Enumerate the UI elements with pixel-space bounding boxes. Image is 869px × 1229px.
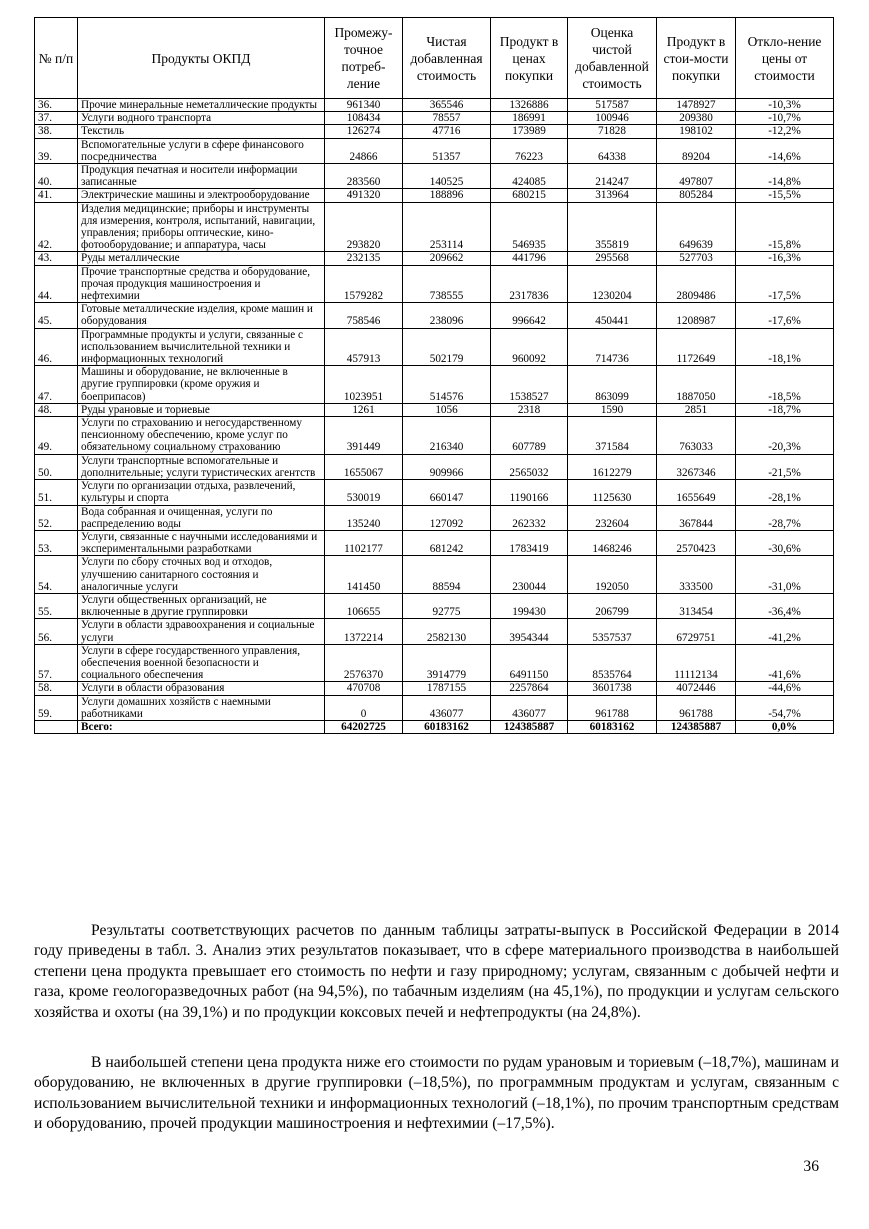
table-row [35,189,834,202]
cell-net-value-added: 514576 [403,366,491,404]
table-row [35,682,834,695]
cell-net-value-estimate: 517587 [568,99,657,112]
table-row [35,695,834,720]
row-number: 38. [35,125,78,138]
product-name: Услуги водного транспорта [78,112,325,125]
cell-price-deviation: -30,6% [736,530,834,555]
cell-purchase-value: 209380 [657,112,736,125]
cell-purchase-value: 763033 [657,417,736,455]
cell-intermediate-consumption: 457913 [325,328,403,366]
product-name: Вода собранная и очищенная, услуги по распределению воды [78,505,325,530]
product-name: Программные продукты и услуги, связанные с использованием вычислительной техники и информационных технологий [78,328,325,366]
product-name: Услуги транспортные вспомогательные и дополнительные; услуги туристических агентств [78,454,325,479]
cell-purchase-price: 3954344 [491,619,568,644]
cell-net-value-added: 78557 [403,112,491,125]
cell-net-value-added: 253114 [403,202,491,252]
cell-net-value-added: 92775 [403,593,491,618]
cell-intermediate-consumption: 2576370 [325,644,403,682]
cell-purchase-price: 2318 [491,403,568,416]
cell-purchase-price: 436077 [491,695,568,720]
row-number: 40. [35,164,78,189]
cell-purchase-price: 1538527 [491,366,568,404]
row-number: 37. [35,112,78,125]
cell-net-value-added: 909966 [403,454,491,479]
table-header-row [35,18,834,99]
cell-purchase-value: 961788 [657,695,736,720]
cell-intermediate-consumption: 1102177 [325,530,403,555]
cell-net-value-estimate: 192050 [568,556,657,594]
table-row [35,112,834,125]
cell-purchase-value: 11112134 [657,644,736,682]
cell-price-deviation: -14,6% [736,138,834,163]
body-paragraph-2: В наибольшей степени цена продукта ниже его стоимости по рудам урановым и ториевым (–18,7%), машинам и оборудованию, не включенных в другие группировки (–18,5%), по программным продуктам и услугам, связанным с использованием вычислительной техники и информационных технологий (–18,1%), по прочим транспортным средствам и оборудованию, прочей продукции машиностроения и нефтехимии (–17,5%). [34,1054,839,1133]
cell-price-deviation: -10,7% [736,112,834,125]
cell-purchase-price: 173989 [491,125,568,138]
cell-purchase-price: 996642 [491,303,568,328]
table-row [35,593,834,618]
header-net-value-estimate: Оценка чистой добавленной стоимость [568,18,657,99]
cell-price-deviation: -18,7% [736,403,834,416]
row-number [35,720,78,733]
cell-purchase-price: 124385887 [491,720,568,733]
table-total-row [35,720,834,733]
cell-intermediate-consumption: 293820 [325,202,403,252]
cell-purchase-value: 1208987 [657,303,736,328]
cell-net-value-added: 209662 [403,252,491,265]
table-row [35,252,834,265]
cell-purchase-price: 2257864 [491,682,568,695]
product-name: Услуги по страхованию и негосударственному пенсионному обеспечению, кроме услуг по обязательному социальному страхованию [78,417,325,455]
cell-intermediate-consumption: 391449 [325,417,403,455]
cell-purchase-price: 6491150 [491,644,568,682]
row-number: 56. [35,619,78,644]
cell-purchase-price: 2565032 [491,454,568,479]
cell-price-deviation: -15,8% [736,202,834,252]
cell-purchase-value: 1655649 [657,480,736,505]
product-name: Прочие транспортные средства и оборудование, прочая продукция машиностроения и нефтехимии [78,265,325,303]
row-number: 53. [35,530,78,555]
cell-net-value-estimate: 295568 [568,252,657,265]
cell-net-value-estimate: 8535764 [568,644,657,682]
cell-net-value-estimate: 206799 [568,593,657,618]
cell-purchase-value: 313454 [657,593,736,618]
cell-net-value-added: 60183162 [403,720,491,733]
cell-intermediate-consumption: 106655 [325,593,403,618]
product-name: Руды металлические [78,252,325,265]
cell-price-deviation: -28,1% [736,480,834,505]
product-name: Услуги в области образования [78,682,325,695]
cell-purchase-value: 333500 [657,556,736,594]
row-number: 41. [35,189,78,202]
cell-purchase-value: 1172649 [657,328,736,366]
cell-net-value-added: 681242 [403,530,491,555]
cell-net-value-added: 127092 [403,505,491,530]
cell-intermediate-consumption: 491320 [325,189,403,202]
row-number: 54. [35,556,78,594]
cell-net-value-estimate: 1125630 [568,480,657,505]
cell-price-deviation: -44,6% [736,682,834,695]
cell-price-deviation: -18,5% [736,366,834,404]
product-name: Услуги домашних хозяйств с наемными работниками [78,695,325,720]
row-number: 58. [35,682,78,695]
cell-net-value-estimate: 1230204 [568,265,657,303]
cell-price-deviation: -14,8% [736,164,834,189]
product-name: Машины и оборудование, не включенные в другие группировки (кроме оружия и боеприпасов) [78,366,325,404]
product-name: Услуги по сбору сточных вод и отходов, улучшению санитарного состояния и аналогичные услуги [78,556,325,594]
cell-intermediate-consumption: 961340 [325,99,403,112]
table-row [35,454,834,479]
cell-net-value-estimate: 371584 [568,417,657,455]
cell-price-deviation: -36,4% [736,593,834,618]
cell-net-value-estimate: 1612279 [568,454,657,479]
cell-purchase-value: 198102 [657,125,736,138]
header-purchase-price: Продукт в ценах покупки [491,18,568,99]
cell-net-value-added: 660147 [403,480,491,505]
cell-purchase-value: 2570423 [657,530,736,555]
table-row [35,366,834,404]
cell-price-deviation: -28,7% [736,505,834,530]
cell-net-value-estimate: 450441 [568,303,657,328]
table-row [35,138,834,163]
cell-price-deviation: -21,5% [736,454,834,479]
cell-purchase-value: 2851 [657,403,736,416]
row-number: 55. [35,593,78,618]
cell-price-deviation: -41,2% [736,619,834,644]
cell-net-value-added: 51357 [403,138,491,163]
cell-purchase-price: 199430 [491,593,568,618]
cell-purchase-price: 1783419 [491,530,568,555]
page-number: 36 [803,1158,819,1175]
cell-net-value-estimate: 214247 [568,164,657,189]
product-name: Услуги, связанные с научными исследованиями и экспериментальными разработками [78,530,325,555]
cell-net-value-estimate: 64338 [568,138,657,163]
product-name: Электрические машины и электрооборудование [78,189,325,202]
cell-net-value-added: 365546 [403,99,491,112]
cell-net-value-added: 188896 [403,189,491,202]
cell-net-value-added: 502179 [403,328,491,366]
table-row [35,530,834,555]
cell-intermediate-consumption: 232135 [325,252,403,265]
table-row [35,556,834,594]
cell-price-deviation: 0,0% [736,720,834,733]
row-number: 50. [35,454,78,479]
row-number: 59. [35,695,78,720]
cell-intermediate-consumption: 64202725 [325,720,403,733]
cell-net-value-added: 47716 [403,125,491,138]
cell-net-value-estimate: 3601738 [568,682,657,695]
cell-net-value-estimate: 100946 [568,112,657,125]
cell-net-value-estimate: 232604 [568,505,657,530]
row-number: 36. [35,99,78,112]
product-name: Готовые металлические изделия, кроме машин и оборудования [78,303,325,328]
cell-intermediate-consumption: 24866 [325,138,403,163]
table-row [35,164,834,189]
cell-price-deviation: -31,0% [736,556,834,594]
cell-net-value-added: 436077 [403,695,491,720]
cell-purchase-price: 960092 [491,328,568,366]
cell-purchase-price: 230044 [491,556,568,594]
table-row [35,403,834,416]
row-number: 46. [35,328,78,366]
row-number: 47. [35,366,78,404]
cell-purchase-price: 76223 [491,138,568,163]
product-name: Продукция печатная и носители информации записанные [78,164,325,189]
table-row [35,505,834,530]
cell-purchase-value: 4072446 [657,682,736,695]
product-name: Услуги по организации отдыха, развлечений, культуры и спорта [78,480,325,505]
table-row [35,619,834,644]
cell-net-value-added: 1787155 [403,682,491,695]
cell-purchase-value: 649639 [657,202,736,252]
cell-purchase-value: 2809486 [657,265,736,303]
product-name: Всего: [78,720,325,733]
cell-purchase-price: 262332 [491,505,568,530]
cell-purchase-value: 6729751 [657,619,736,644]
table-row [35,328,834,366]
cell-net-value-added: 140525 [403,164,491,189]
cell-net-value-estimate: 961788 [568,695,657,720]
product-name: Вспомогательные услуги в сфере финансового посредничества [78,138,325,163]
cell-intermediate-consumption: 126274 [325,125,403,138]
table-row [35,303,834,328]
cell-net-value-estimate: 863099 [568,366,657,404]
cell-purchase-price: 2317836 [491,265,568,303]
cell-price-deviation: -18,1% [736,328,834,366]
table-row [35,644,834,682]
product-name: Услуги в сфере государственного управления, обеспечения военной безопасности и социального обеспечения [78,644,325,682]
cell-purchase-value: 89204 [657,138,736,163]
cell-net-value-added: 88594 [403,556,491,594]
cell-purchase-value: 1478927 [657,99,736,112]
product-name: Руды урановые и ториевые [78,403,325,416]
cell-intermediate-consumption: 470708 [325,682,403,695]
cell-price-deviation: -17,6% [736,303,834,328]
row-number: 51. [35,480,78,505]
cell-net-value-estimate: 1468246 [568,530,657,555]
cell-price-deviation: -20,3% [736,417,834,455]
cell-purchase-price: 441796 [491,252,568,265]
cell-intermediate-consumption: 135240 [325,505,403,530]
cell-purchase-value: 367844 [657,505,736,530]
header-price-deviation: Откло-нение цены от стоимости [736,18,834,99]
cell-net-value-estimate: 313964 [568,189,657,202]
cell-net-value-estimate: 71828 [568,125,657,138]
cell-intermediate-consumption: 758546 [325,303,403,328]
cell-intermediate-consumption: 108434 [325,112,403,125]
row-number: 43. [35,252,78,265]
cell-intermediate-consumption: 1261 [325,403,403,416]
row-number: 44. [35,265,78,303]
cell-intermediate-consumption: 1372214 [325,619,403,644]
cell-net-value-added: 3914779 [403,644,491,682]
table-row [35,417,834,455]
cell-net-value-estimate: 714736 [568,328,657,366]
cell-intermediate-consumption: 1655067 [325,454,403,479]
cell-intermediate-consumption: 1579282 [325,265,403,303]
product-name: Прочие минеральные неметаллические продукты [78,99,325,112]
cell-net-value-added: 238096 [403,303,491,328]
row-number: 48. [35,403,78,416]
row-number: 52. [35,505,78,530]
cell-net-value-added: 2582130 [403,619,491,644]
cell-net-value-added: 216340 [403,417,491,455]
table-row [35,480,834,505]
header-net-value-added: Чистая добавленная стоимость [403,18,491,99]
cell-purchase-value: 1887050 [657,366,736,404]
cell-intermediate-consumption: 283560 [325,164,403,189]
body-paragraph-1: Результаты соответствующих расчетов по данным таблицы затраты-выпуск в Российской Федерации в 2014 году приведены в табл. 3. Анализ этих результатов показывает, что в сфере материального производства в наибольшей степени цена продукта превышает его стоимость по нефти и газу природному; услугам, связанным с добычей нефти и газа, кроме геологоразведочных работ (на 94,5%), по табачным изделиям (на 45,1%), по продукции и услугам сельского хозяйства и охоты (на 39,1%) и по продукции коксовых печей и нефтепродукты (на 24,8%). [34,922,839,1021]
table-body [35,99,834,734]
product-name: Услуги общественных организаций, не включенные в другие группировки [78,593,325,618]
cell-purchase-value: 805284 [657,189,736,202]
cell-net-value-estimate: 355819 [568,202,657,252]
cell-price-deviation: -15,5% [736,189,834,202]
cell-net-value-added: 738555 [403,265,491,303]
table-row [35,265,834,303]
header-intermediate-consumption: Промежу-точное потреб-ление [325,18,403,99]
row-number: 57. [35,644,78,682]
row-number: 49. [35,417,78,455]
price-deviation-table [34,17,834,734]
cell-net-value-estimate: 1590 [568,403,657,416]
row-number: 45. [35,303,78,328]
cell-price-deviation: -12,2% [736,125,834,138]
cell-purchase-price: 424085 [491,164,568,189]
cell-price-deviation: -16,3% [736,252,834,265]
header-purchase-value: Продукт в стои-мости покупки [657,18,736,99]
cell-intermediate-consumption: 0 [325,695,403,720]
cell-price-deviation: -17,5% [736,265,834,303]
row-number: 39. [35,138,78,163]
cell-intermediate-consumption: 530019 [325,480,403,505]
cell-net-value-estimate: 5357537 [568,619,657,644]
product-name: Текстиль [78,125,325,138]
cell-intermediate-consumption: 141450 [325,556,403,594]
header-number: № п/п [35,18,78,99]
cell-purchase-price: 1190166 [491,480,568,505]
product-name: Изделия медицинские; приборы и инструменты для измерения, контроля, испытаний, навигации, управления; приборы оптические, кино- фотооборудование; и аппаратура, часы [78,202,325,252]
cell-intermediate-consumption: 1023951 [325,366,403,404]
cell-purchase-value: 497807 [657,164,736,189]
table-row [35,125,834,138]
cell-purchase-price: 186991 [491,112,568,125]
cell-purchase-value: 527703 [657,252,736,265]
cell-purchase-price: 1326886 [491,99,568,112]
row-number: 42. [35,202,78,252]
header-product: Продукты ОКПД [78,18,325,99]
cell-net-value-estimate: 60183162 [568,720,657,733]
cell-price-deviation: -10,3% [736,99,834,112]
table-row [35,202,834,252]
cell-purchase-price: 546935 [491,202,568,252]
table-row [35,99,834,112]
cell-purchase-value: 3267346 [657,454,736,479]
cell-purchase-price: 607789 [491,417,568,455]
cell-price-deviation: -41,6% [736,644,834,682]
cell-net-value-added: 1056 [403,403,491,416]
product-name: Услуги в области здравоохранения и социальные услуги [78,619,325,644]
cell-price-deviation: -54,7% [736,695,834,720]
cell-purchase-price: 680215 [491,189,568,202]
cell-purchase-value: 124385887 [657,720,736,733]
